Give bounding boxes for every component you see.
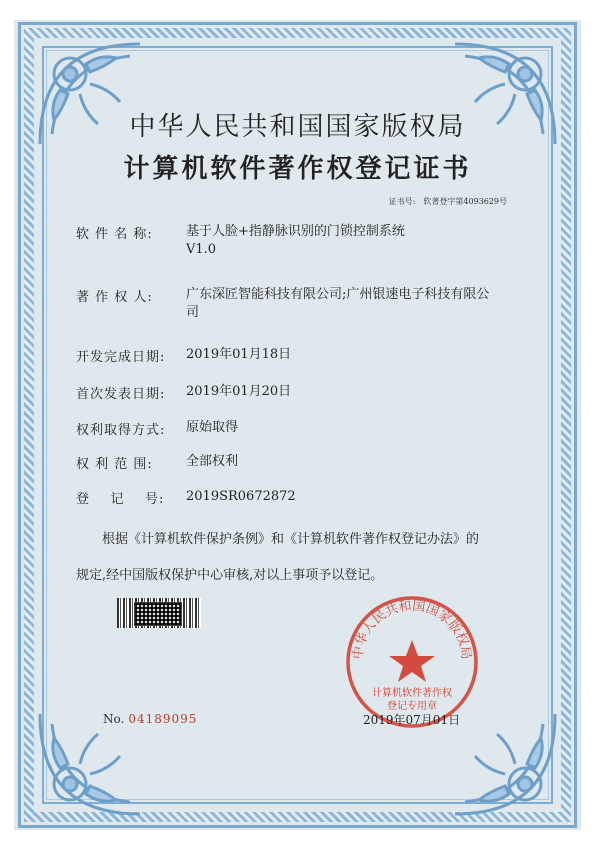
issuer-heading: 中华人民共和国国家版权局 [129,112,466,142]
field-copyright-owner [76,286,490,320]
field-value: 广东深匠智能科技有限公司;广州银速电子科技有限公 [186,287,490,302]
field-value: 司 [186,305,200,320]
svg-text:登记专用章: 登记专用章 [387,701,437,712]
field-rights-acquisition [76,419,239,438]
field-value: 2019SR0672872 [186,489,296,504]
field-value: 2019年01月20日 [186,384,292,399]
field-label: 开发完成日期: [76,350,166,365]
serial-prefix: No. [103,712,125,726]
field-value: V1.0 [186,242,217,257]
serial-number [103,712,197,726]
field-value: 原始取得 [186,420,239,435]
field-development-date [76,346,292,365]
field-label: 首次发表日期: [76,387,166,402]
field-rights-scope [76,453,239,472]
field-label: 软 件 名 称: [76,227,153,242]
field-label: 登 记 号: [76,492,165,507]
field-registration-number [76,488,296,507]
svg-text:中华人民共和国国家版权局: 中华人民共和国国家版权局 [350,598,474,661]
field-value: 2019年01月18日 [186,347,292,362]
certificate-number-value: 软著登字第4093629号 [423,197,507,206]
field-value: 基于人脸+指静脉识别的门锁控制系统 [186,224,405,239]
issue-date: 2019年07月01日 [363,713,461,727]
field-value: 全部权利 [186,454,239,469]
field-label: 著 作 权 人: [76,290,153,305]
field-label: 权利取得方式: [76,423,166,438]
field-first-publish-date [76,383,292,402]
field-label: 权 利 范 围: [76,457,153,472]
certificate-number-label: 证书号: [388,197,416,206]
certificate-number [389,196,507,207]
certificate-title: 计算机软件著作权登记证书 [123,154,472,184]
field-software-name [76,223,405,257]
legal-basis-line1: 根据《计算机软件保护条例》和《计算机软件著作权登记办法》的 [102,532,480,547]
legal-basis-line2: 规定,经中国版权保护中心审核,对以上事项予以登记。 [76,568,384,583]
svg-text:计算机软件著作权: 计算机软件著作权 [372,688,452,699]
serial-number-value: 04189095 [128,712,198,726]
qr-code [134,602,182,626]
